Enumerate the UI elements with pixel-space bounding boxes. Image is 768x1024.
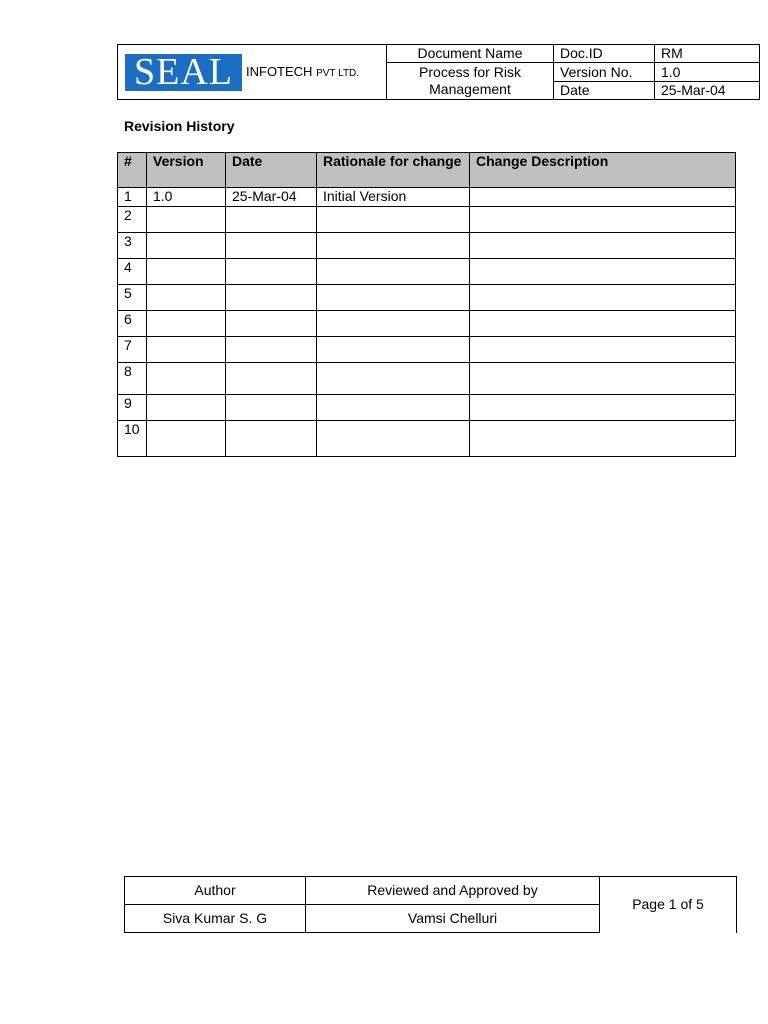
row-rationale [317,395,470,421]
table-header-row [118,153,736,188]
document-header [117,44,760,100]
col-header-version: Version [147,153,226,188]
row-date [226,207,317,233]
row-date [226,395,317,421]
row-version [147,311,226,337]
row-rationale [317,207,470,233]
table-row [118,311,736,337]
row-num: 8 [118,363,147,395]
row-version [147,421,226,457]
table-row [118,337,736,363]
document-footer [124,876,737,933]
row-date [226,311,317,337]
doc-name-line1: Process for Risk [419,64,521,80]
company-name [246,63,359,82]
row-rationale [317,233,470,259]
doc-id-value: RM [655,45,760,63]
reviewer-label: Reviewed and Approved by [306,877,600,905]
row-change [470,233,736,259]
row-num: 7 [118,337,147,363]
table-row [118,233,736,259]
row-num: 2 [118,207,147,233]
table-row [118,188,736,207]
table-row [118,395,736,421]
reviewer-value: Vamsi Chelluri [306,905,600,933]
row-rationale [317,311,470,337]
table-row [118,259,736,285]
row-date [226,421,317,457]
company-logo-cell [118,45,387,100]
doc-name-line2: Management [429,81,511,97]
revision-history-title: Revision History [124,118,235,134]
date-value: 25-Mar-04 [655,82,760,100]
version-value: 1.0 [655,63,760,82]
row-num: 9 [118,395,147,421]
row-num: 1 [118,188,147,207]
row-change [470,285,736,311]
page-number: Page 1 of 5 [600,877,737,933]
row-num: 3 [118,233,147,259]
row-version [147,337,226,363]
row-version [147,259,226,285]
row-num: 10 [118,421,147,457]
doc-name-label: Document Name [387,45,554,63]
row-rationale [317,337,470,363]
table-row [118,285,736,311]
row-version [147,207,226,233]
row-change [470,259,736,285]
row-rationale [317,259,470,285]
row-rationale [317,363,470,395]
version-label: Version No. [554,63,655,82]
row-change [470,363,736,395]
row-version [147,233,226,259]
row-rationale [317,285,470,311]
row-date [226,259,317,285]
doc-id-label: Doc.ID [554,45,655,63]
row-rationale: Initial Version [317,188,470,207]
col-header-num: # [118,153,147,188]
row-num: 5 [118,285,147,311]
row-version [147,363,226,395]
row-version: 1.0 [147,188,226,207]
revision-history-table [117,152,736,457]
row-change [470,311,736,337]
company-suffix: PVT LTD. [316,67,360,79]
author-value: Siva Kumar S. G [125,905,306,933]
doc-name-value [387,63,554,100]
col-header-change: Change Description [470,153,736,188]
table-row [118,421,736,457]
row-change [470,395,736,421]
row-rationale [317,421,470,457]
row-change [470,188,736,207]
col-header-date: Date [226,153,317,188]
row-version [147,285,226,311]
row-date [226,285,317,311]
company-main: INFOTECH [246,63,313,79]
row-num: 4 [118,259,147,285]
seal-logo [125,50,242,93]
row-change [470,207,736,233]
row-date [226,337,317,363]
date-label: Date [554,82,655,100]
row-date [226,363,317,395]
table-row [118,207,736,233]
row-change [470,337,736,363]
col-header-rationale: Rationale for change [317,153,470,188]
row-change [470,421,736,457]
row-num: 6 [118,311,147,337]
table-row [118,363,736,395]
row-date: 25-Mar-04 [226,188,317,207]
row-version [147,395,226,421]
logo-text: SEAL [134,50,233,93]
row-date [226,233,317,259]
author-label: Author [125,877,306,905]
